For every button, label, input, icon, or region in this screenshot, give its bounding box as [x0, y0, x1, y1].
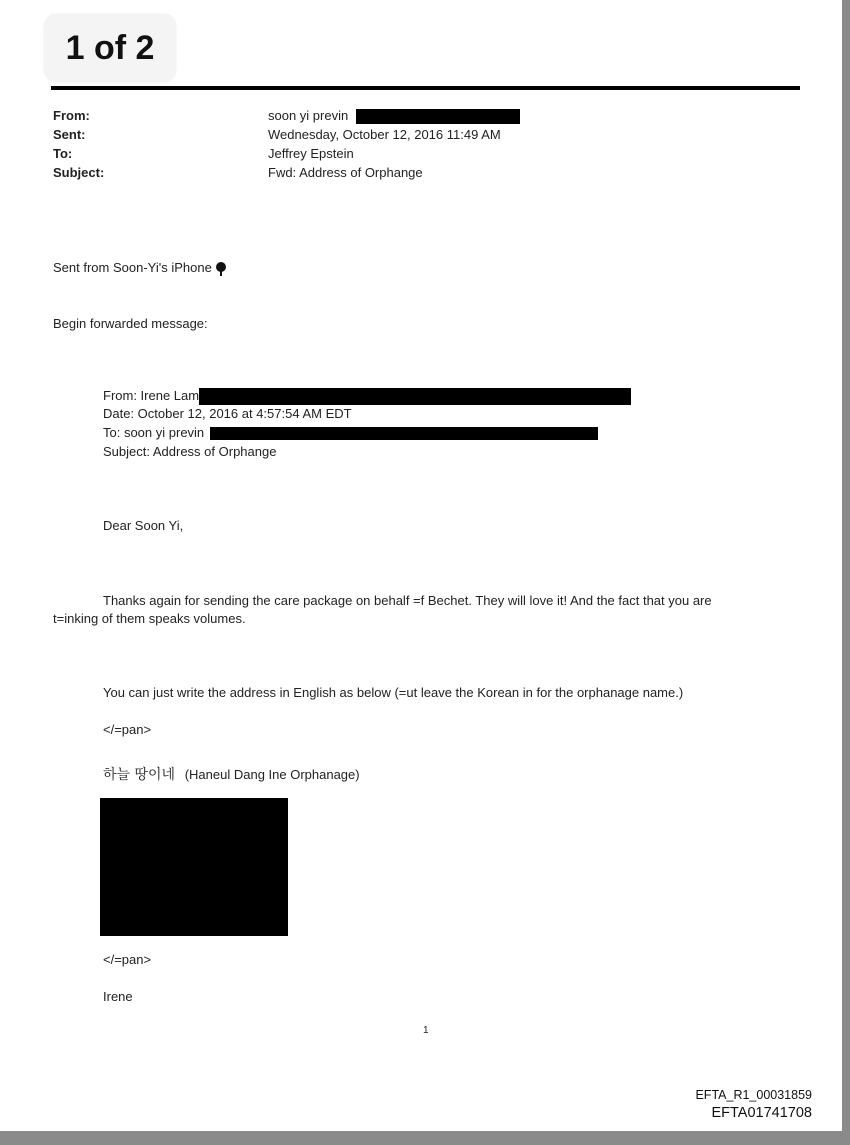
paragraph-2: You can just write the address in English as below (=ut leave the Korean in for the orphanage name.): [103, 685, 684, 700]
span-tag-2: </=pan>: [103, 952, 152, 967]
redaction-bar: [210, 427, 598, 440]
from-value: [268, 108, 520, 124]
page-indicator: 1 of 2: [44, 14, 176, 82]
subject-value: Fwd: Address of Orphange: [268, 165, 423, 180]
fwd-from-line: [103, 388, 631, 405]
bates-ref-2: EFTA01741708: [711, 1105, 812, 1121]
sent-label: Sent:: [53, 127, 86, 142]
orphanage-line: [103, 764, 360, 784]
from-name: soon yi previn: [268, 108, 349, 123]
sent-value: Wednesday, October 12, 2016 11:49 AM: [268, 127, 501, 142]
paragraph-1-line-1: Thanks again for sending the care package on behalf =f Bechet. They will love it! And the fact that you are: [103, 593, 712, 608]
header-rule: [51, 86, 800, 90]
fwd-to: To: soon yi previn: [103, 425, 205, 440]
subject-label: Subject:: [53, 165, 105, 180]
korean-name: 하늘 땅이네: [103, 767, 176, 783]
fwd-from: From: Irene Lam: [103, 388, 200, 403]
fwd-subject: Subject: Address of Orphange: [103, 444, 277, 459]
begin-forwarded: Begin forwarded message:: [53, 316, 208, 331]
paragraph-1-line-2: t=inking of them speaks volumes.: [53, 611, 246, 626]
to-label: To:: [53, 146, 73, 161]
redaction-bar: [199, 388, 631, 405]
fwd-date: Date: October 12, 2016 at 4:57:54 AM EDT: [103, 406, 352, 421]
sent-from-text: Sent from Soon-Yi's iPhone: [53, 260, 212, 275]
fwd-to-line: [103, 425, 598, 440]
pin-icon: [216, 262, 226, 276]
page-number: 1: [423, 1025, 429, 1036]
sent-from-line: [53, 260, 226, 276]
greeting: Dear Soon Yi,: [103, 518, 184, 533]
bates-ref-1: EFTA_R1_00031859: [695, 1088, 812, 1102]
redacted-address-block: [100, 798, 288, 936]
from-label: From:: [53, 108, 90, 123]
to-value: Jeffrey Epstein: [268, 146, 354, 161]
orphanage-name: (Haneul Dang Ine Orphanage): [184, 767, 360, 782]
signature: Irene: [103, 989, 133, 1004]
redaction-bar: [356, 109, 520, 124]
span-tag-1: </=pan>: [103, 722, 152, 737]
